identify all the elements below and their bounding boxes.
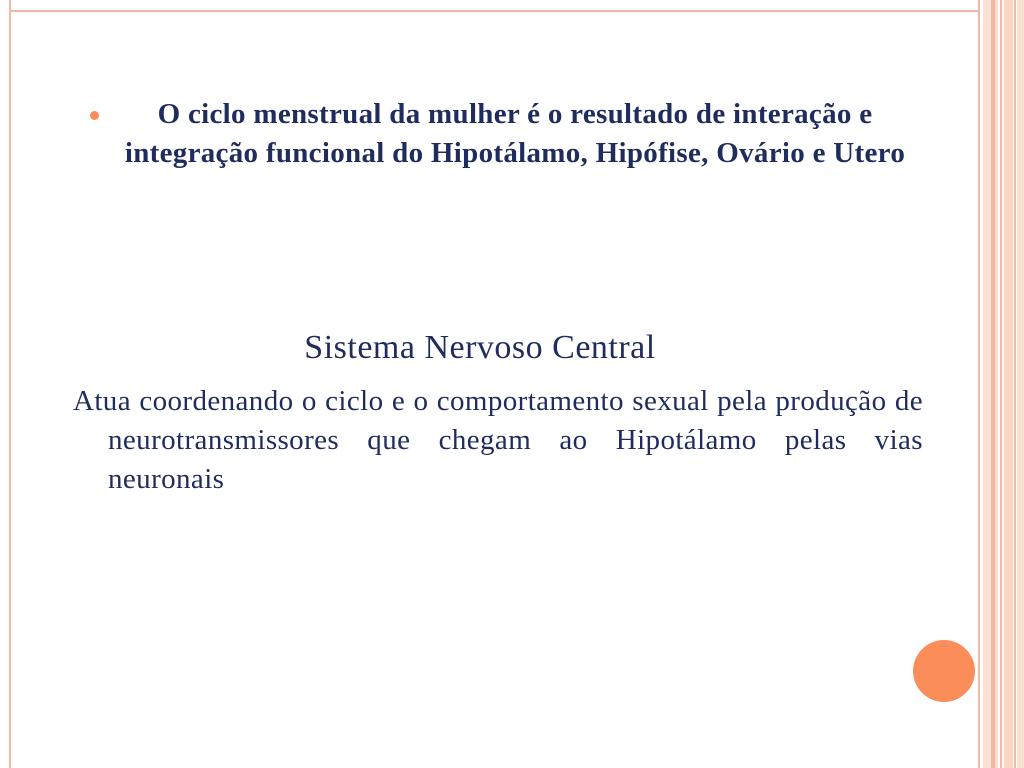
section-heading: Sistema Nervoso Central: [304, 329, 656, 366]
bullet-dot-icon: [90, 111, 99, 120]
bullet-text: O ciclo menstrual da mulher é o resultado de interação e integração funcional do Hipotálamo, Hipófise, Ovário e Utero: [124, 98, 906, 169]
top-border-line: [9, 10, 980, 12]
right-stripe: [983, 0, 991, 768]
right-stripe: [978, 0, 980, 768]
section-paragraph: Atua coordenando o ciclo e o comportamento sexual pela produção de neurotransmissores que chegam ao Hipotálamo pelas vias neuronais: [73, 385, 923, 495]
right-stripe: [1014, 0, 1016, 768]
right-stripe: [1004, 0, 1013, 768]
right-stripe: [1000, 0, 1002, 768]
decorative-circle: [913, 640, 975, 702]
right-stripe: [995, 0, 998, 768]
right-stripe: [1017, 0, 1024, 768]
left-border-line: [9, 0, 11, 768]
